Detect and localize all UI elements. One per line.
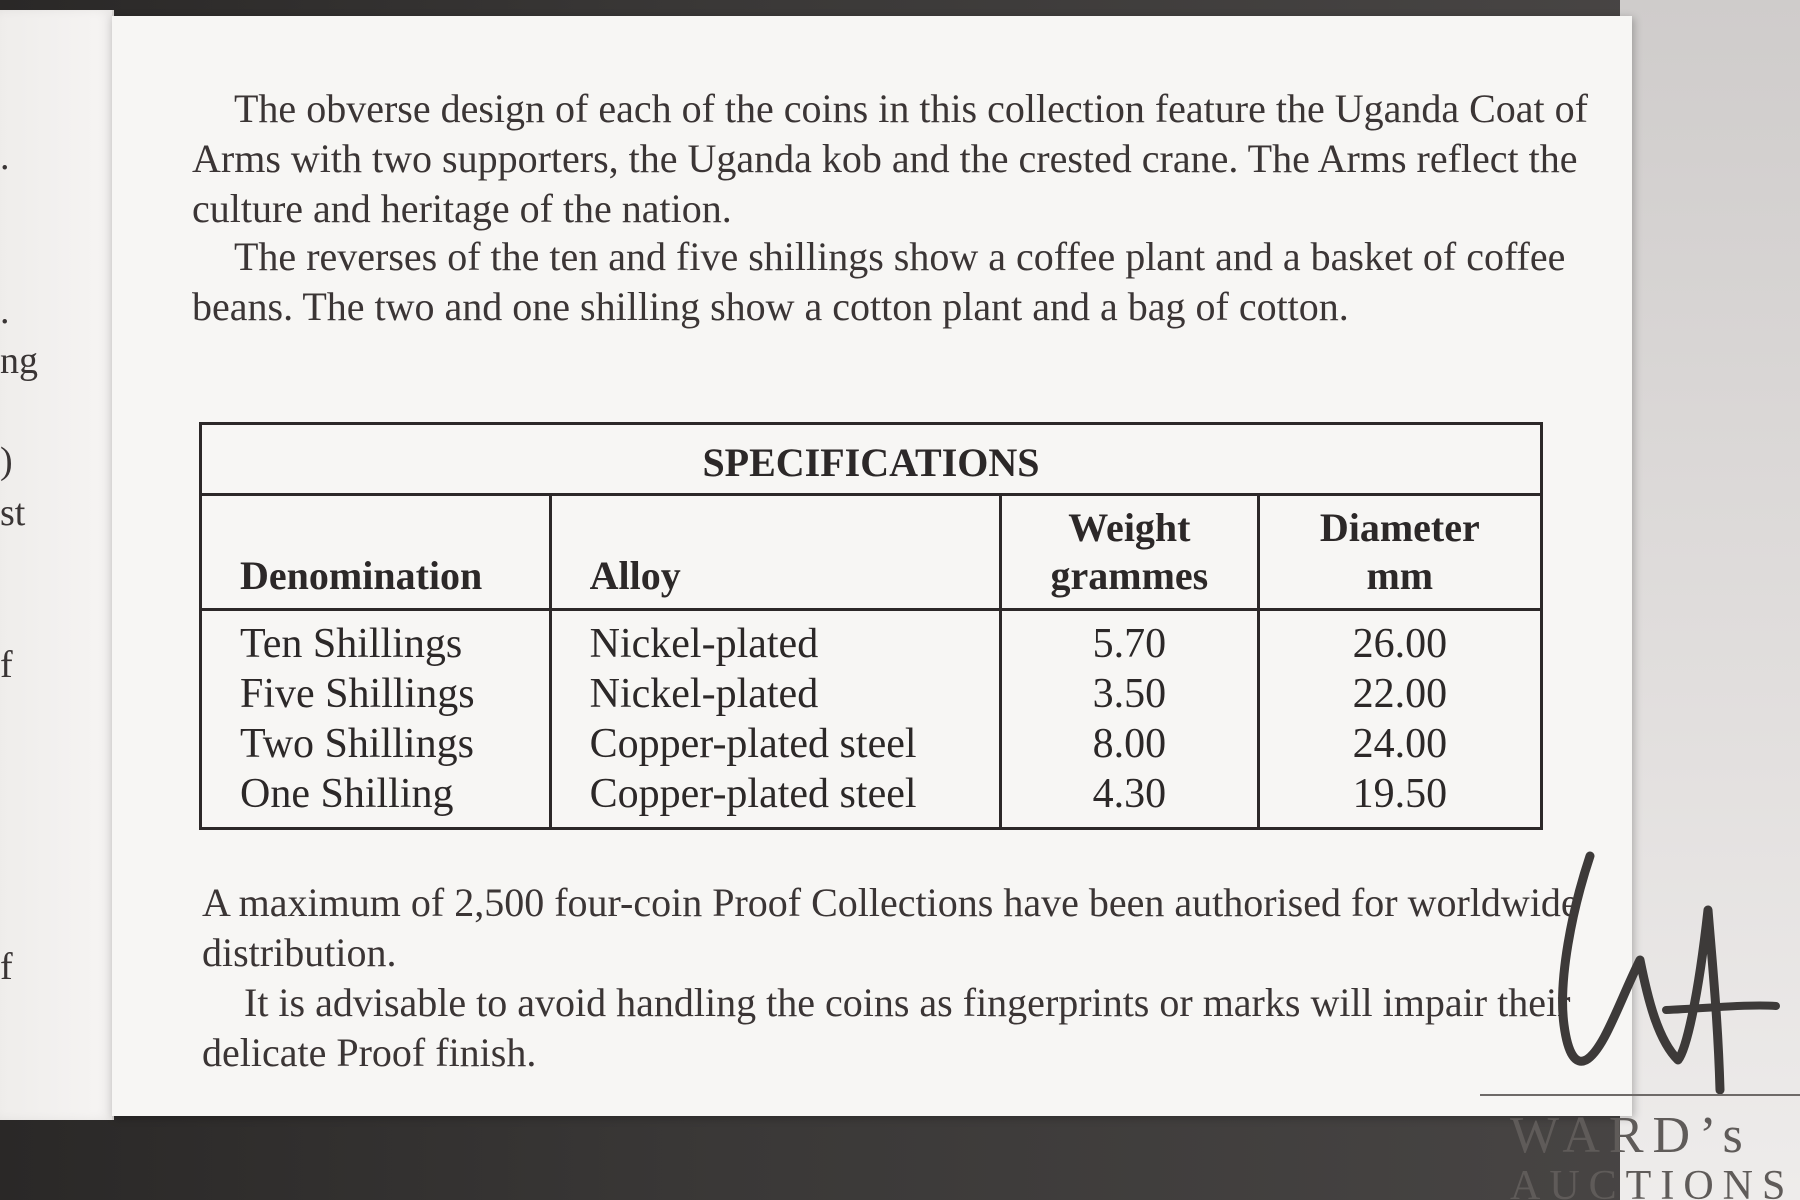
cell-diameter: 19.50 (1258, 769, 1541, 829)
cell-denomination: One Shilling (201, 769, 551, 829)
handling-paragraph-text: It is advisable to avoid handling the coins as fingerprints or marks will impair their delicate Proof finish. (202, 980, 1571, 1075)
cell-alloy: Copper-plated steel (550, 769, 1001, 829)
column-header-diameter-unit: mm (1366, 553, 1434, 598)
mintage-paragraph: A maximum of 2,500 four-coin Proof Collections have been authorised for worldwide distribution. (202, 880, 1579, 975)
cell-alloy: Copper-plated steel (550, 719, 1001, 769)
watermark-subtitle: AUCTIONS (1510, 1163, 1795, 1200)
specifications-title: SPECIFICATIONS (201, 424, 1542, 495)
column-header-weight-unit: grammes (1050, 553, 1209, 598)
left-page (0, 10, 114, 1120)
column-header-diameter-title: Diameter (1319, 505, 1480, 550)
handling-paragraph (202, 978, 1642, 1078)
cell-alloy: Nickel-plated (550, 669, 1001, 719)
cell-weight: 8.00 (1001, 719, 1258, 769)
cell-diameter: 24.00 (1258, 719, 1541, 769)
cell-alloy: Nickel-plated (550, 610, 1001, 670)
intro-paragraph-obverse-text: The obverse design of each of the coins in this collection feature the Uganda Coat of Arms with two supporters, the Uganda kob and the crested crane. The Arms reflect the culture and heritage of the nation. (192, 86, 1588, 231)
leaflet-page (112, 16, 1632, 1116)
column-header-weight (1001, 495, 1258, 610)
watermark-divider (1480, 1094, 1800, 1096)
cell-diameter: 22.00 (1258, 669, 1541, 719)
cell-weight: 5.70 (1001, 610, 1258, 670)
column-header-alloy: Alloy (550, 495, 1001, 610)
cell-denomination: Two Shillings (201, 719, 551, 769)
specifications-title-row (201, 424, 1542, 495)
cell-weight: 3.50 (1001, 669, 1258, 719)
intro-paragraph-reverse (192, 232, 1632, 332)
cell-denomination: Five Shillings (201, 669, 551, 719)
left-page-fragment: st (0, 492, 26, 534)
table-row (201, 669, 1542, 719)
cell-denomination: Ten Shillings (201, 610, 551, 670)
watermark-name: WARD’s (1510, 1107, 1752, 1164)
column-header-weight-title: Weight (1068, 505, 1191, 550)
intro-paragraph-obverse (192, 84, 1632, 234)
left-page-fragment: . (0, 290, 10, 332)
cell-diameter: 26.00 (1258, 610, 1541, 670)
table-row (201, 769, 1542, 829)
left-page-fragment: ng (0, 340, 38, 382)
left-page-fragment: f (0, 644, 13, 686)
table-row (201, 719, 1542, 769)
table-row (201, 610, 1542, 670)
left-page-fragment: ) (0, 440, 13, 482)
intro-paragraph-reverse-text: The reverses of the ten and five shillings show a coffee plant and a basket of coffee beans. The two and one shilling show a cotton plant and a bag of cotton. (192, 234, 1566, 329)
left-page-fragment: . (0, 136, 10, 178)
column-header-diameter (1258, 495, 1541, 610)
left-page-fragment: f (0, 946, 13, 988)
specifications-table (199, 422, 1543, 830)
table-header-row (201, 495, 1542, 610)
cell-weight: 4.30 (1001, 769, 1258, 829)
column-header-denomination: Denomination (201, 495, 551, 610)
